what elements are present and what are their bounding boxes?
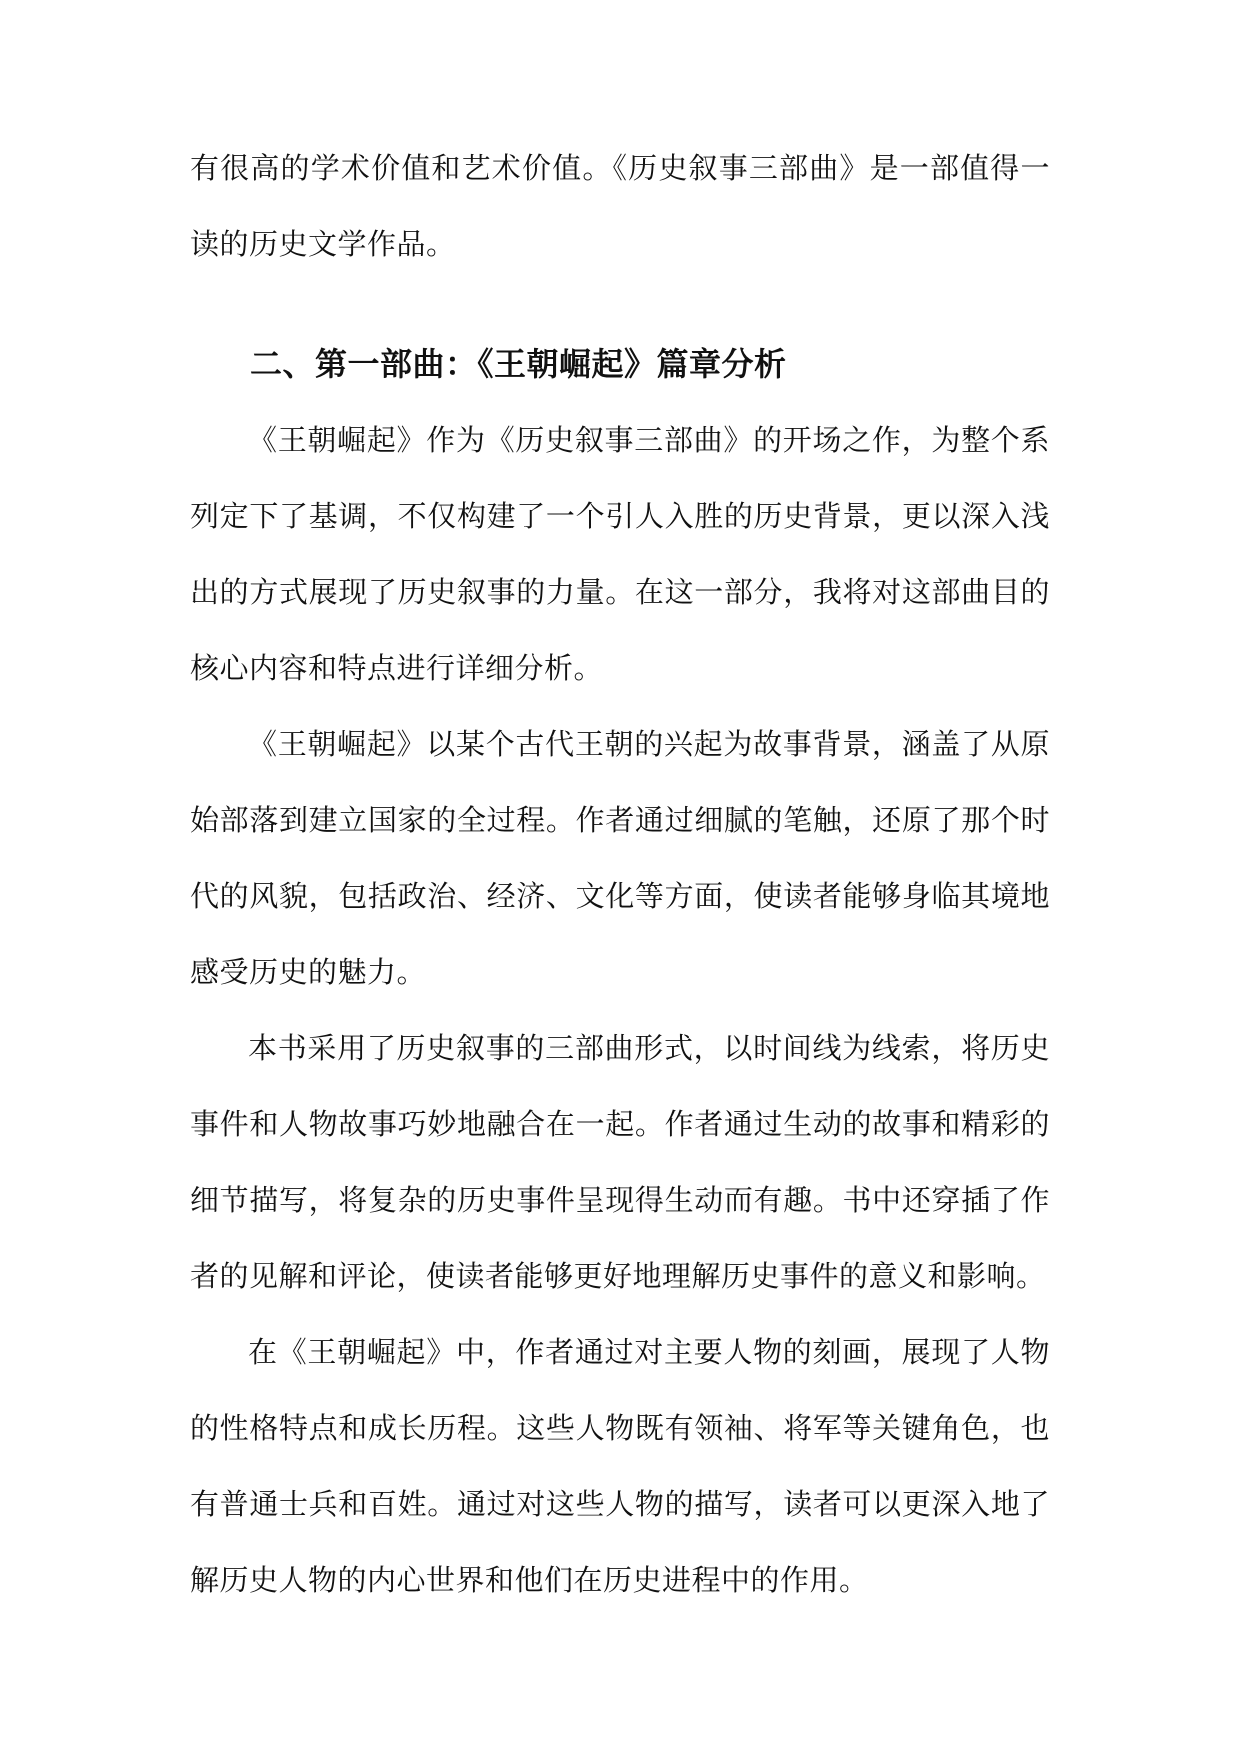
- body-paragraph-4: 在《王朝崛起》中，作者通过对主要人物的刻画，展现了人物的性格特点和成长历程。这些人物既有领袖、将军等关键角色，也有普通士兵和百姓。通过对这些人物的描写，读者可以更深入地了解历史人物的内心世界和他们在历史进程中的作用。: [190, 1335, 1050, 1597]
- intro-continuation-paragraph: 有很高的学术价值和艺术价值。《历史叙事三部曲》是一部值得一读的历史文学作品。: [190, 151, 1050, 261]
- section-heading: 二、第一部曲：《王朝崛起》篇章分析: [250, 345, 787, 383]
- document-page: [190, 130, 1050, 1618]
- body-paragraph-3: 本书采用了历史叙事的三部曲形式，以时间线为线索，将历史事件和人物故事巧妙地融合在一起。作者通过生动的故事和精彩的细节描写，将复杂的历史事件呈现得生动而有趣。书中还穿插了作者的见解和评论，使读者能够更好地理解历史事件的意义和影响。: [190, 1031, 1050, 1293]
- body-paragraph-1: 《王朝崛起》作为《历史叙事三部曲》的开场之作，为整个系列定下了基调，不仅构建了一个引人入胜的历史背景，更以深入浅出的方式展现了历史叙事的力量。在这一部分，我将对这部曲目的核心内容和特点进行详细分析。: [190, 423, 1050, 685]
- body-paragraph-2: 《王朝崛起》以某个古代王朝的兴起为故事背景，涵盖了从原始部落到建立国家的全过程。作者通过细腻的笔触，还原了那个时代的风貌，包括政治、经济、文化等方面，使读者能够身临其境地感受历史的魅力。: [190, 727, 1050, 989]
